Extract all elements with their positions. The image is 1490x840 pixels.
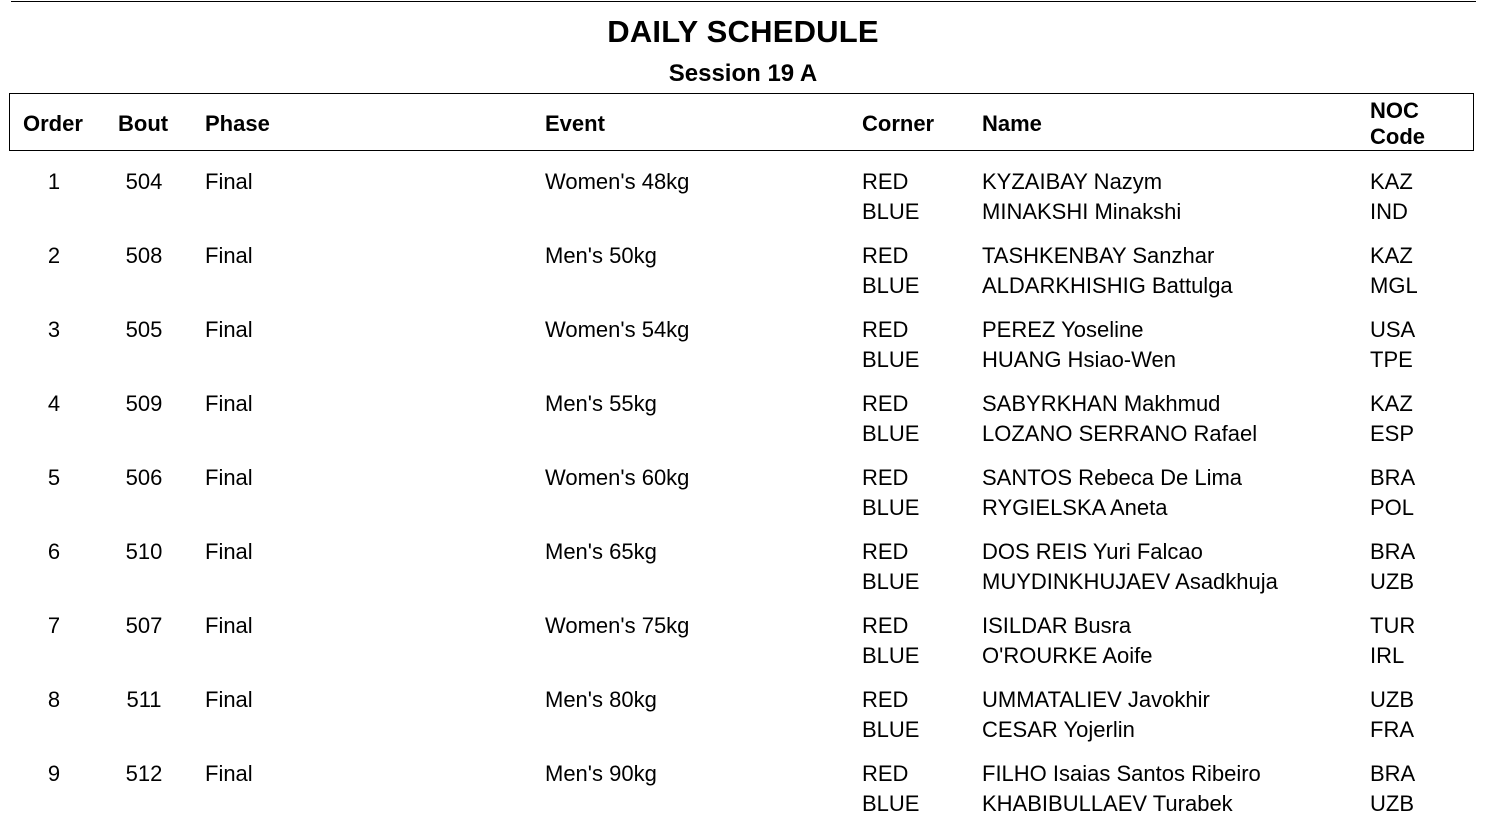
red-corner-cell: RED <box>862 169 909 194</box>
red-athlete-name-cell: FILHO Isaias Santos Ribeiro <box>982 761 1261 786</box>
column-header-phase: Phase <box>205 111 270 136</box>
table-row <box>0 757 1490 831</box>
bout-cell: 509 <box>125 391 163 416</box>
red-athlete-name-cell: SANTOS Rebeca De Lima <box>982 465 1243 490</box>
red-corner-cell: RED <box>862 539 909 564</box>
blue-athlete-name-cell: CESAR Yojerlin <box>982 717 1135 742</box>
table-header <box>9 93 1474 151</box>
table-row <box>0 387 1490 461</box>
blue-noc-code-cell: ESP <box>1370 421 1415 446</box>
order-cell: 6 <box>47 539 61 564</box>
red-noc-code-cell: BRA <box>1370 761 1416 786</box>
blue-noc-code-cell: UZB <box>1370 569 1414 594</box>
blue-noc-code-cell: IND <box>1370 199 1408 224</box>
order-cell: 8 <box>47 687 61 712</box>
bout-cell: 505 <box>125 317 163 342</box>
blue-noc-code-cell: FRA <box>1370 717 1414 742</box>
blue-corner-cell: BLUE <box>862 273 920 298</box>
event-cell: Men's 80kg <box>545 687 657 712</box>
blue-corner-cell: BLUE <box>862 347 920 372</box>
red-noc-code-cell: BRA <box>1370 465 1416 490</box>
red-athlete-name-cell: PEREZ Yoseline <box>982 317 1144 342</box>
red-noc-code-cell: KAZ <box>1370 169 1413 194</box>
order-cell: 9 <box>47 761 61 786</box>
session-subtitle: Session 19 A <box>668 60 818 87</box>
phase-cell: Final <box>205 687 253 712</box>
blue-corner-cell: BLUE <box>862 199 920 224</box>
phase-cell: Final <box>205 391 253 416</box>
event-cell: Women's 75kg <box>545 613 690 638</box>
order-cell: 2 <box>47 243 61 268</box>
table-row <box>0 683 1490 757</box>
red-noc-code-cell: KAZ <box>1370 391 1413 416</box>
blue-noc-code-cell: TPE <box>1370 347 1413 372</box>
red-corner-cell: RED <box>862 317 909 342</box>
event-cell: Men's 55kg <box>545 391 657 416</box>
blue-athlete-name-cell: MINAKSHI Minakshi <box>982 199 1182 224</box>
bout-cell: 510 <box>125 539 163 564</box>
bout-cell: 511 <box>126 687 162 712</box>
blue-athlete-name-cell: ALDARKHISHIG Battulga <box>982 273 1233 298</box>
page-title: DAILY SCHEDULE <box>607 14 879 49</box>
blue-corner-cell: BLUE <box>862 791 920 816</box>
table-row <box>0 239 1490 313</box>
column-header-corner: Corner <box>862 111 935 136</box>
order-cell: 7 <box>47 613 61 638</box>
phase-cell: Final <box>205 317 253 342</box>
red-corner-cell: RED <box>862 761 909 786</box>
column-header-noc-line1: NOC <box>1370 98 1419 123</box>
column-header-noc-line2: Code <box>1370 124 1425 149</box>
order-cell: 5 <box>47 465 61 490</box>
red-athlete-name-cell: KYZAIBAY Nazym <box>982 169 1163 194</box>
blue-athlete-name-cell: RYGIELSKA Aneta <box>982 495 1168 520</box>
order-cell: 1 <box>47 169 61 194</box>
red-noc-code-cell: KAZ <box>1370 243 1413 268</box>
bout-cell: 506 <box>125 465 163 490</box>
blue-noc-code-cell: UZB <box>1370 791 1414 816</box>
bout-cell: 507 <box>125 613 163 638</box>
column-header-order: Order <box>23 111 83 136</box>
table-row <box>0 609 1490 683</box>
red-corner-cell: RED <box>862 391 909 416</box>
red-noc-code-cell: UZB <box>1370 687 1414 712</box>
red-corner-cell: RED <box>862 243 909 268</box>
red-athlete-name-cell: UMMATALIEV Javokhir <box>982 687 1210 712</box>
red-athlete-name-cell: DOS REIS Yuri Falcao <box>982 539 1203 564</box>
column-header-noc-code <box>1370 98 1425 150</box>
bout-cell: 512 <box>125 761 163 786</box>
blue-noc-code-cell: MGL <box>1370 273 1418 298</box>
red-noc-code-cell: BRA <box>1370 539 1416 564</box>
event-cell: Women's 48kg <box>545 169 690 194</box>
blue-corner-cell: BLUE <box>862 643 920 668</box>
blue-corner-cell: BLUE <box>862 421 920 446</box>
phase-cell: Final <box>205 465 253 490</box>
phase-cell: Final <box>205 761 253 786</box>
red-corner-cell: RED <box>862 465 909 490</box>
event-cell: Men's 50kg <box>545 243 657 268</box>
red-corner-cell: RED <box>862 613 909 638</box>
column-header-event: Event <box>545 111 605 136</box>
blue-noc-code-cell: POL <box>1370 495 1415 520</box>
event-cell: Women's 60kg <box>545 465 690 490</box>
blue-corner-cell: BLUE <box>862 717 920 742</box>
red-noc-code-cell: TUR <box>1370 613 1416 638</box>
phase-cell: Final <box>205 243 253 268</box>
red-athlete-name-cell: SABYRKHAN Makhmud <box>982 391 1221 416</box>
order-cell: 4 <box>47 391 61 416</box>
blue-corner-cell: BLUE <box>862 569 920 594</box>
red-noc-code-cell: USA <box>1370 317 1416 342</box>
blue-athlete-name-cell: LOZANO SERRANO Rafael <box>982 421 1258 446</box>
order-cell: 3 <box>47 317 61 342</box>
table-row <box>0 461 1490 535</box>
blue-corner-cell: BLUE <box>862 495 920 520</box>
phase-cell: Final <box>205 539 253 564</box>
red-athlete-name-cell: ISILDAR Busra <box>982 613 1132 638</box>
blue-athlete-name-cell: MUYDINKHUJAEV Asadkhuja <box>982 569 1278 594</box>
top-divider <box>11 1 1476 2</box>
schedule-rows <box>0 165 1490 831</box>
table-row <box>0 313 1490 387</box>
red-corner-cell: RED <box>862 687 909 712</box>
blue-athlete-name-cell: KHABIBULLAEV Turabek <box>982 791 1233 816</box>
phase-cell: Final <box>205 169 253 194</box>
blue-athlete-name-cell: HUANG Hsiao-Wen <box>982 347 1176 372</box>
event-cell: Men's 90kg <box>545 761 657 786</box>
table-row <box>0 535 1490 609</box>
event-cell: Men's 65kg <box>545 539 657 564</box>
blue-noc-code-cell: IRL <box>1370 643 1405 668</box>
bout-cell: 508 <box>125 243 163 268</box>
red-athlete-name-cell: TASHKENBAY Sanzhar <box>982 243 1215 268</box>
bout-cell: 504 <box>125 169 163 194</box>
table-row <box>0 165 1490 239</box>
event-cell: Women's 54kg <box>545 317 690 342</box>
phase-cell: Final <box>205 613 253 638</box>
column-header-name: Name <box>982 111 1042 136</box>
column-header-bout: Bout <box>118 111 169 136</box>
blue-athlete-name-cell: O'ROURKE Aoife <box>982 643 1153 668</box>
